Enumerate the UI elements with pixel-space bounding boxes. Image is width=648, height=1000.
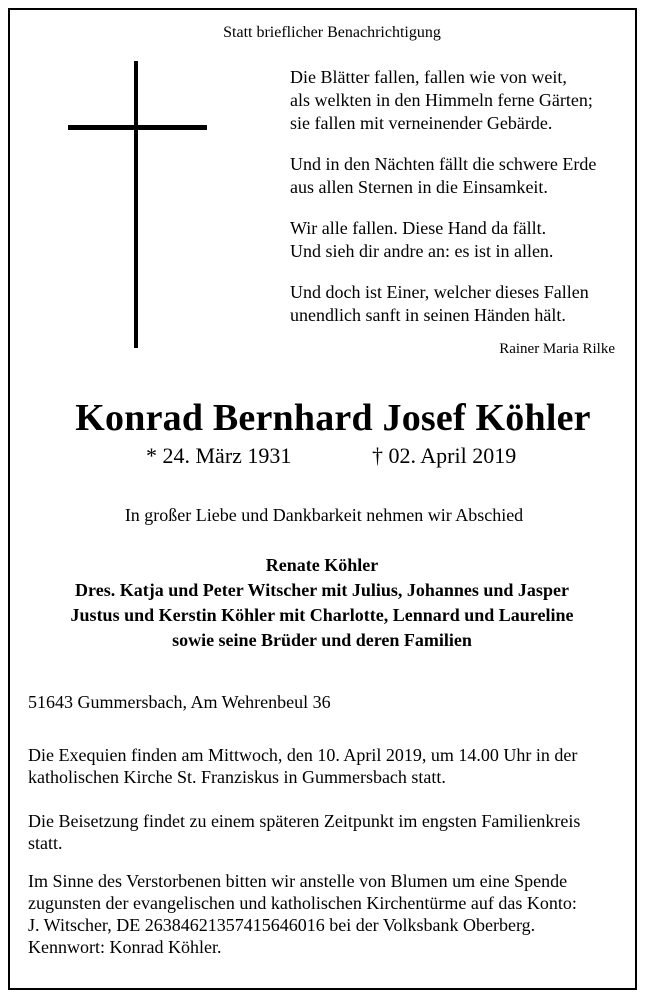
deceased-name: Konrad Bernhard Josef Köhler [75,397,591,439]
exequies-paragraph [28,744,628,788]
burial-paragraph [28,810,628,854]
poem-line: Die Blätter fallen, fallen wie von weit, [290,67,567,87]
poem-line: als welkten in den Himmeln ferne Gärten; [290,90,593,110]
paragraph-line: Die Beisetzung findet zu einem späteren Zeitpunkt im engsten Familienkreis [28,811,581,831]
poem-stanza [290,281,630,327]
farewell-line: In großer Liebe und Dankbarkeit nehmen wir Abschied [124,505,524,525]
paragraph-line: Im Sinne des Verstorbenen bitten wir anstelle von Blumen um eine Spende [28,871,568,891]
poem-line: aus allen Sternen in die Einsamkeit. [290,177,548,197]
poem-stanza [290,217,630,263]
mourners-list [0,553,644,653]
poem-stanza [290,153,630,199]
paragraph-line: statt. [28,833,63,853]
mourner-line: sowie seine Brüder und deren Familien [172,630,472,650]
poem-line: Und doch ist Einer, welcher dieses Fallen [290,282,589,302]
mourner-line: Justus und Kerstin Köhler mit Charlotte, Lennard und Laureline [70,605,574,625]
cross-vertical-bar [134,61,138,348]
paragraph-line: Die Exequien finden am Mittwoch, den 10. April 2019, um 14.00 Uhr in der [28,745,578,765]
poem-line: sie fallen mit verneinender Gebärde. [290,113,553,133]
mourner-line: Renate Köhler [265,555,379,575]
paragraph-line: zugunsten der evangelischen und katholischen Kirchentürme auf das Konto: [28,893,577,913]
mourner-line: Dres. Katja und Peter Witscher mit Julius, Johannes und Jasper [75,580,569,600]
paragraph-line: J. Witscher, DE 26384621357415646016 bei der Volksbank Oberberg. [28,915,536,935]
poem [290,66,630,345]
address: 51643 Gummersbach, Am Wehrenbeul 36 [28,692,331,712]
paragraph-line: katholischen Kirche St. Franziskus in Gummersbach statt. [28,767,446,787]
poem-line: unendlich sanft in seinen Händen hält. [290,305,566,325]
birth-date: * 24. März 1931 [146,443,292,468]
poem-line: Und sieh dir andre an: es ist in allen. [290,241,554,261]
poem-line: Wir alle fallen. Diese Hand da fällt. [290,218,547,238]
poem-author: Rainer Maria Rilke [499,341,615,357]
poem-line: Und in den Nächten fällt die schwere Erde [290,154,597,174]
paragraph-line: Kennwort: Konrad Köhler. [28,937,222,957]
death-date: † 02. April 2019 [372,443,517,468]
header-note: Statt brieflicher Benachrichtigung [223,24,441,41]
cross-horizontal-bar [68,125,207,130]
donation-paragraph [28,870,628,958]
poem-stanza [290,66,630,135]
